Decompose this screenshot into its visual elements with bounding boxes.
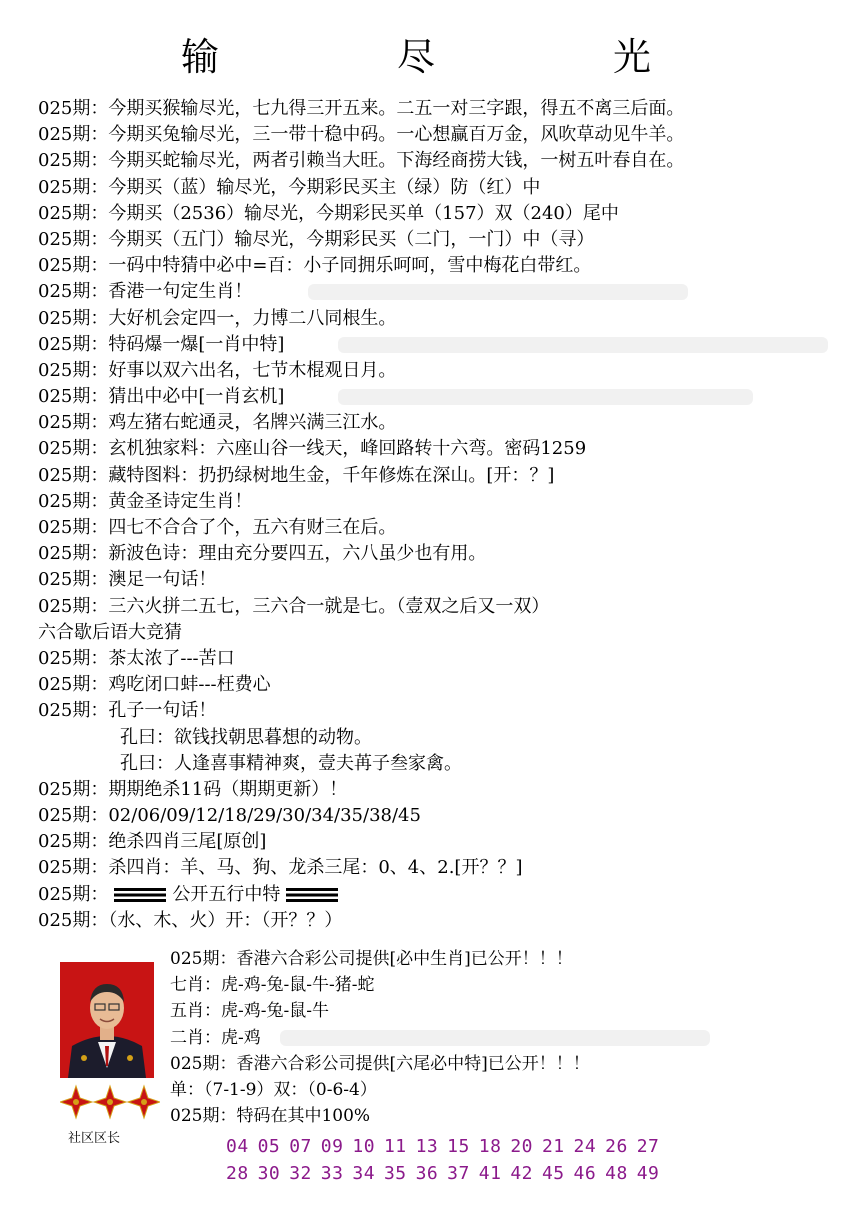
number-item: 30 bbox=[257, 1163, 281, 1184]
number-item: 32 bbox=[289, 1163, 312, 1184]
line-with-blur bbox=[38, 384, 838, 410]
number-item: 35 bbox=[383, 1163, 407, 1184]
announcement-block bbox=[170, 946, 830, 1129]
number-item: 05 bbox=[257, 1136, 281, 1157]
line: 025期：玄机独家料：六座山谷一线天，峰回路转十六弯。密码1259 bbox=[38, 438, 587, 460]
number-item: 49 bbox=[636, 1163, 660, 1184]
page-title: 输 尽 光 bbox=[180, 35, 721, 79]
section-heading: 六合歇后语大竞猜 bbox=[38, 621, 182, 643]
info-line-with-blur bbox=[170, 1025, 830, 1051]
line-with-blur bbox=[38, 279, 838, 305]
line-text: 025期：特码爆一爆[一肖中特] bbox=[38, 333, 285, 355]
medals bbox=[60, 1082, 160, 1122]
number-item: 37 bbox=[447, 1163, 470, 1184]
number-item: 20 bbox=[510, 1136, 534, 1157]
line: 025期：藏特图料：扔扔绿树地生金，千年修炼在深山。[开：？] bbox=[38, 464, 555, 486]
quote-line: 孔曰：人逢喜事精神爽，壹夫苒子叁家禽。 bbox=[120, 752, 462, 774]
line: 025期：（水、木、火）开：（开？？） bbox=[38, 909, 343, 931]
blurred-area bbox=[280, 1030, 710, 1046]
line: 025期：今期买（蓝）输尽光，今期彩民买主（绿）防（红）中 bbox=[38, 176, 541, 198]
line: 025期：02/06/09/12/18/29/30/34/35/38/45 bbox=[38, 805, 421, 827]
line: 025期：今期买（五门）输尽光，今期彩民买（二门，一门）中（寻） bbox=[38, 228, 595, 250]
info-line: 七肖：虎-鸡-兔-鼠-牛-猪-蛇 bbox=[170, 975, 375, 996]
line: 025期：一码中特猜中必中=百：小子同拥乐呵呵，雪中梅花白带红。 bbox=[38, 255, 592, 277]
line: 025期：四七不合合了个，五六有财三在后。 bbox=[38, 517, 397, 538]
number-item: 24 bbox=[573, 1136, 597, 1157]
number-item: 33 bbox=[320, 1163, 344, 1184]
line: 025期：澳足一句话！ bbox=[38, 569, 217, 591]
special-numbers-row-2 bbox=[226, 1163, 668, 1184]
number-item: 48 bbox=[605, 1163, 628, 1184]
photo-caption: 社区区长 bbox=[68, 1131, 121, 1146]
number-item: 11 bbox=[383, 1136, 407, 1157]
number-item: 45 bbox=[541, 1163, 565, 1184]
number-item: 26 bbox=[605, 1136, 628, 1157]
blurred-area bbox=[338, 337, 828, 353]
line-text: 公开五行中特 bbox=[172, 883, 281, 905]
prediction-lines bbox=[38, 96, 838, 934]
line: 025期：三六火拼二五七，三六合一就是七。（壹双之后又一双） bbox=[38, 595, 550, 617]
portrait-icon bbox=[60, 962, 154, 1078]
line: 025期：茶太浓了---苦口 bbox=[38, 647, 235, 669]
line: 025期：绝杀四肖三尾[原创] bbox=[38, 831, 267, 853]
info-line: 025期：香港六合彩公司提供[六尾必中特]已公开！！！ bbox=[170, 1053, 590, 1074]
special-numbers-row-1 bbox=[226, 1136, 668, 1157]
info-line: 025期：香港六合彩公司提供[必中生肖]已公开！！！ bbox=[170, 949, 573, 969]
line: 025期：今期买蛇输尽光，两者引赖当大旺。下海经商捞大钱，一树五叶春自在。 bbox=[38, 150, 685, 172]
line-text: 025期：香港一句定生肖！ bbox=[38, 281, 253, 303]
number-item: 07 bbox=[289, 1136, 312, 1157]
medal-icon bbox=[60, 1082, 160, 1122]
number-item: 42 bbox=[510, 1163, 534, 1184]
line: 025期：今期买（2536）输尽光，今期彩民买单（157）双（240）尾中 bbox=[38, 202, 619, 224]
line: 025期：黄金圣诗定生肖！ bbox=[38, 490, 253, 512]
line: 025期：鸡吃闭口蚌---枉费心 bbox=[38, 674, 271, 696]
triple-bar-icon bbox=[286, 888, 338, 902]
quote-line: 孔曰：欲钱找朝思暮想的动物。 bbox=[120, 726, 372, 748]
line-prefix: 025期： bbox=[38, 883, 109, 905]
number-item: 10 bbox=[352, 1136, 376, 1157]
portrait-photo bbox=[60, 962, 154, 1078]
info-line: 025期：特码在其中100% bbox=[170, 1106, 371, 1127]
line: 025期：好事以双六出名，七节木棍观日月。 bbox=[38, 359, 397, 381]
number-item: 13 bbox=[415, 1136, 439, 1157]
number-item: 09 bbox=[320, 1136, 344, 1157]
line: 025期：大好机会定四一，力博二八同根生。 bbox=[38, 307, 397, 329]
number-item: 04 bbox=[226, 1136, 249, 1157]
number-item: 28 bbox=[226, 1163, 249, 1184]
line-text: 025期：猜出中必中[一肖玄机] bbox=[38, 386, 285, 408]
info-line: 五肖：虎-鸡-兔-鼠-牛 bbox=[170, 1001, 329, 1022]
line: 025期：今期买兔输尽光，三一带十稳中码。一心想赢百万金，风吹草动见牛羊。 bbox=[38, 124, 685, 146]
line: 025期：鸡左猪右蛇通灵，名牌兴满三江水。 bbox=[38, 412, 397, 434]
line: 025期：期期绝杀11码（期期更新）！ bbox=[38, 778, 348, 800]
number-item: 15 bbox=[447, 1136, 470, 1157]
number-item: 36 bbox=[415, 1163, 439, 1184]
blurred-area bbox=[308, 284, 688, 300]
line: 025期：今期买猴输尽光，七九得三开五来。二五一对三字跟，得五不离三后面。 bbox=[38, 98, 685, 119]
number-item: 34 bbox=[352, 1163, 376, 1184]
line-with-blur bbox=[38, 332, 838, 358]
line: 025期：新波色诗：理由充分要四五，六八虽少也有用。 bbox=[38, 543, 487, 565]
triple-bar-icon bbox=[114, 888, 166, 902]
line-text: 二肖：虎-鸡 bbox=[170, 1027, 261, 1048]
wuxing-line bbox=[38, 882, 838, 908]
number-item: 41 bbox=[478, 1163, 502, 1184]
blurred-area bbox=[338, 389, 753, 405]
number-item: 46 bbox=[573, 1163, 597, 1184]
line: 025期：杀四肖：羊、马、狗、龙杀三尾：0、4、2.[开？？] bbox=[38, 857, 523, 879]
profile-block bbox=[60, 962, 160, 1122]
line: 025期：孔子一句话！ bbox=[38, 700, 217, 722]
number-item: 18 bbox=[478, 1136, 502, 1157]
number-item: 27 bbox=[636, 1136, 660, 1157]
number-item: 21 bbox=[541, 1136, 565, 1157]
info-line: 单：（7-1-9）双：（0-6-4） bbox=[170, 1079, 377, 1100]
